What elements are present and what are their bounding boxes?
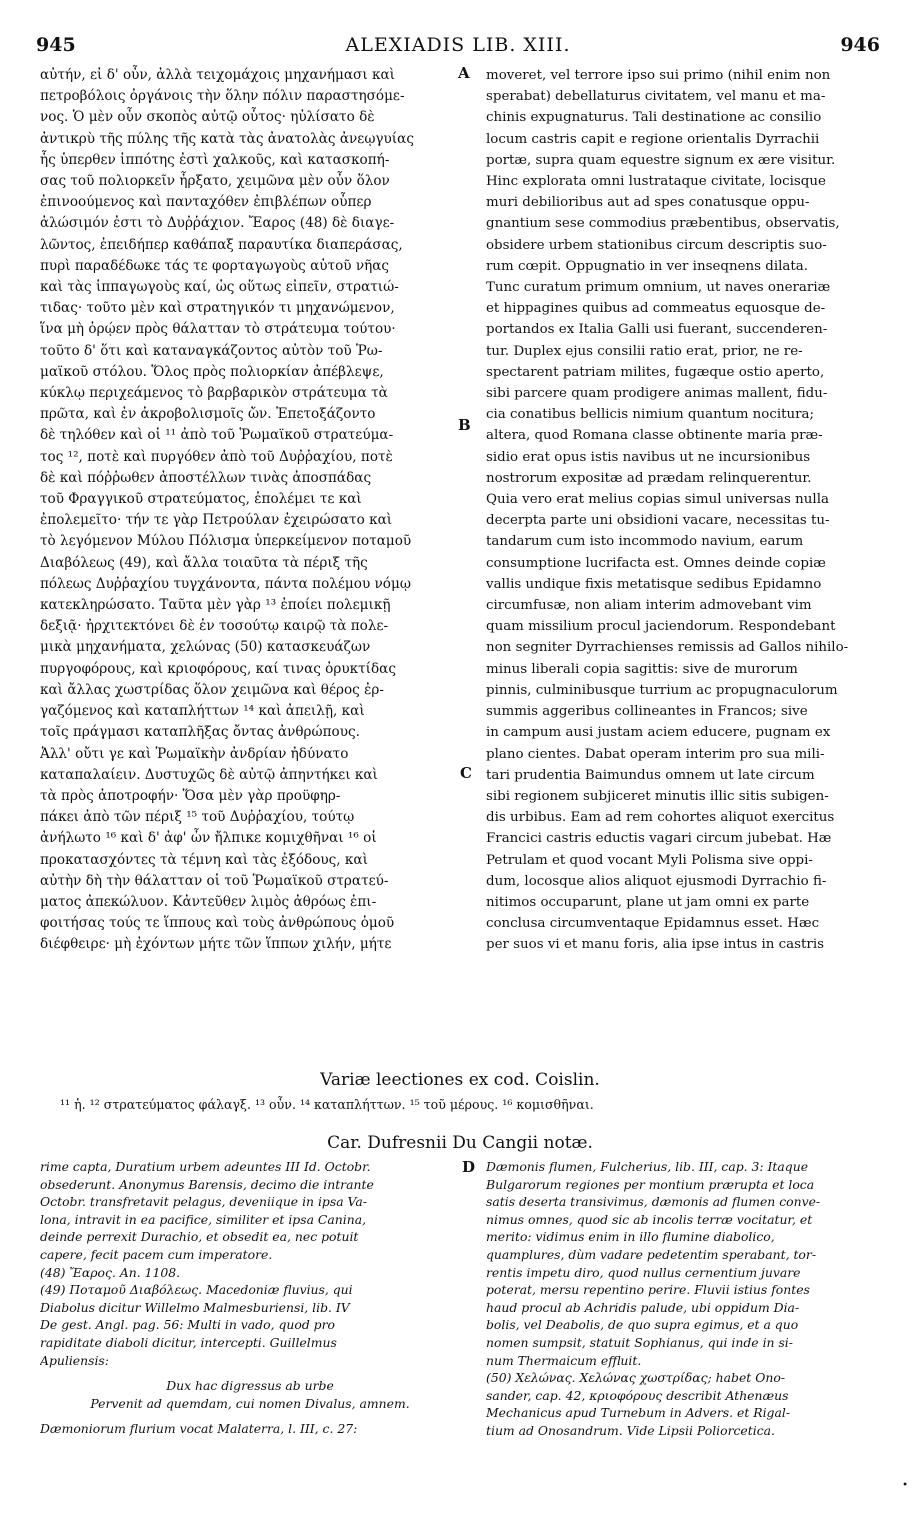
latin-text-line: sibi regionem subjiceret minutis illic sitis subigen- — [486, 788, 829, 804]
greek-text-line: φοιτήσας τούς τε ἵππους καὶ τοὺς ἀνθρώπους ὁμοῦ — [40, 915, 395, 932]
latin-text-line: summis aggeribus collineantes in Francos; sive — [486, 704, 808, 720]
greek-text-line: ἀνήλωτο ¹⁶ καὶ δ' ἀφ' ὧν ἤλπικε κομιχθῆναι ¹⁶ οἱ — [40, 830, 377, 847]
greek-text-line: ἐπινοούμενος καὶ πανταχόθεν ἐπιβλέπων οὗπερ — [40, 194, 372, 211]
latin-text-line: nitimos occuparunt, plane ut jam omni ex parte — [486, 894, 810, 910]
note-line: Dæmonis flumen, Fulcherius, lib. III, cap. 3: Itaque — [486, 1159, 809, 1174]
variae-readings: ¹¹ ἡ. ¹² στρατεύματος φάλαγξ. ¹³ οὖν. ¹⁴ καταπλήττων. ¹⁵ τοῦ μέρους. ¹⁶ κομισθῆναι. — [60, 1097, 594, 1112]
section-marker-d: D — [462, 1158, 476, 1176]
latin-text-line: gnantium sese commodius præbentibus, observatis, — [486, 216, 840, 232]
latin-text-column — [486, 65, 878, 1085]
latin-text-line: non segniter Dyrrachienses remissis ad Gallos nihilo- — [486, 640, 849, 656]
greek-text-line: τος ¹², ποτὲ καὶ πυργόθεν ἀπὸ τοῦ Δυῤῥαχίου, ποτὲ — [40, 448, 393, 465]
latin-text-line: decerpta parte uni obsidioni vacare, necessitas tu- — [486, 513, 830, 529]
note-line: capere, fecit pacem cum imperatore. — [40, 1246, 273, 1262]
notes-left-last-line: Dæmoniorum flurium vocat Malaterra, l. III, c. 27: — [40, 1421, 358, 1437]
latin-text-line: et hippagines quibus ad commeatus equosque de- — [486, 301, 826, 317]
note-line: Diabolus dicitur Willelmo Malmesburiensi, lib. IV — [40, 1299, 350, 1315]
note-line: satis deserta transivimus, dæmonis ad flumen conve- — [486, 1194, 821, 1210]
latin-text-line: tandarum cum isto incommodo navium, earum — [486, 534, 804, 550]
greek-text-line: ἀντικρὺ τῆς πύλης τῆς κατὰ τὰς ἀνατολὰς ἀνεῳγυίας — [40, 130, 414, 147]
greek-text-line: τὸ λεγόμενον Μύλου Πόλισμα ὑπερκείμενον ποταμοῦ — [40, 533, 412, 550]
greek-text-line: πόλεως Δυῤῥαχίου τυγχάνοντα, πάντα πολέμου νόμῳ — [40, 575, 411, 592]
note-line: Bulgarorum regiones per montium prærupta et loca — [486, 1176, 815, 1192]
page-number-left: 945 — [36, 34, 76, 56]
note-line: lona, intravit in ea pacifice, similiter et ipsa Canina, — [40, 1211, 367, 1227]
note-line: haud procul ab Achridis palude, ubi oppidum Dia- — [486, 1299, 800, 1315]
greek-text-line: γαζόμενος καὶ καταπλήττων ¹⁴ καὶ ἀπειλῇ, καὶ — [40, 703, 365, 720]
greek-text-line: πρῶτα, καὶ ἐν ἀκροβολισμοῖς ὤν. Ἐπετοξάζοντο — [40, 406, 376, 423]
latin-text-line: moveret, vel terrore ipso sui primo (nihil enim non — [486, 68, 831, 83]
latin-text-line: Hinc explorata omni lustrataque civitate, locisque — [486, 174, 826, 190]
running-title: ALEXIADIS LIB. XIII. — [345, 34, 571, 56]
greek-text-line: ματος ἀπεκώλυον. Κἀντεῦθεν λιμὸς ἀθρόως ἐπι- — [40, 893, 377, 910]
greek-text-line: πυρὶ παραδέδωκε τάς τε φορταγωγοὺς αὐτοῦ νῆας — [40, 257, 390, 274]
greek-text-line: καὶ τὰς ἱππαγωγοὺς καί, ὡς οὕτως εἰπεῖν, στρατιώ- — [40, 279, 399, 296]
greek-text-line: πυργοφόρους, καὶ κριοφόρους, καί τινας ὀρυκτίδας — [40, 660, 396, 677]
greek-text-line: αὐτήν, εἰ δ' οὖν, ἀλλὰ τειχομάχοις μηχανήμασι καὶ — [40, 67, 395, 83]
latin-text-line: minus liberali copia sagittis: sive de murorum — [486, 661, 798, 677]
note-line: Apuliensis: — [40, 1352, 109, 1368]
latin-text-line: Tunc curatum primum omnium, ut naves onerariæ — [486, 280, 831, 296]
page-mark: • — [902, 1480, 908, 1491]
latin-text-line: circumfusæ, non aliam interim admovebant vim — [486, 598, 812, 614]
latin-text-line: portæ, supra quam equestre signum ex ære visitur. — [486, 152, 836, 168]
greek-text-line: ἁλώσιμόν ἐστι τὸ Δυῤῥάχιον. Ἔαρος (48) δὲ διαγε- — [40, 215, 395, 232]
note-line: sander, cap. 42, κριοφόρους describit Athenæus — [486, 1387, 789, 1403]
greek-text-line: πετροβόλοις ὀργάνοις τὴν ὅλην πόλιν παραστησόμε- — [40, 88, 405, 105]
greek-text-line: τιδας· τοῦτο μὲν καὶ στρατηγικόν τι μηχανώμενον, — [40, 300, 395, 317]
notes-heading: Car. Dufresnii Du Cangii notæ. — [327, 1133, 593, 1153]
latin-text-line: cia conatibus bellicis nimium quantum nocitura; — [486, 407, 815, 423]
greek-text-line: μικὰ μηχανήματα, χελώνας (50) κατασκευάζων — [40, 639, 371, 656]
greek-text-line: τοῦ Φραγγικοῦ στρατεύματος, ἐπολέμει τε καὶ — [40, 491, 362, 508]
note-line: Mechanicus apud Turnebum in Advers. et Rigal- — [486, 1405, 791, 1421]
latin-text-line: Quia vero erat melius copias simul universas nulla — [486, 492, 829, 508]
latin-text-line: conclusa circumventaque Epidamnus esset. Hæc — [486, 916, 820, 932]
greek-text-line: κύκλῳ περιχεάμενος τὸ βαρβαρικὸν στράτευμα τὰ — [40, 385, 388, 402]
greek-text-line: τὰ πρὸς ἀποτροφήν· Ὅσα μὲν γὰρ προϋφηρ- — [40, 787, 341, 804]
verse-line-2: Pervenit ad quemdam, cui nomen Divalus, amnem. — [90, 1395, 410, 1411]
note-line: obsederunt. Anonymus Barensis, decimo die intrante — [40, 1176, 374, 1192]
note-line: (48) Ἔαρος. An. 1108. — [40, 1264, 181, 1280]
greek-text-line: Ἀλλ' οὔτι γε καὶ Ῥωμαϊκὴν ἀνδρίαν ἠδύνατο — [40, 745, 349, 762]
greek-text-line: λῶντος, ἐπειδήπερ καθάπαξ παραυτίκα διαπεράσας, — [40, 236, 403, 253]
section-marker-a: A — [458, 64, 470, 82]
greek-text-line: δὲ τηλόθεν καὶ οἱ ¹¹ ἀπὸ τοῦ Ῥωμαϊκοῦ στρατεύμα- — [40, 427, 394, 444]
latin-text-line: vallis undique fixis metatisque sedibus Epidamno — [486, 576, 822, 592]
greek-text-line: ἵνα μὴ ὁρῴεν πρὸς θάλατταν τὸ στράτευμα τούτου· — [40, 321, 396, 338]
latin-text-line: muri debilioribus aut ad spes conatusque oppu- — [486, 195, 810, 211]
latin-text-line: quam missilium procul jaciendorum. Respondebant — [486, 619, 836, 635]
page-number-right: 946 — [840, 34, 880, 56]
latin-text-line: per suos vi et manu foris, alia ipse intus in castris — [486, 937, 824, 953]
note-line: (50) Χελώνας. Χελώνας χωστρίδας; habet Ono- — [486, 1370, 786, 1386]
notes-right-column — [486, 1158, 882, 1458]
note-line: (49) Ποταμοῦ Διαβόλεως. Macedoniæ fluvius, qui — [40, 1282, 353, 1298]
latin-text-line: altera, quod Romana classe obtinente maria præ- — [486, 428, 823, 444]
note-line: tium ad Onosandrum. Vide Lipsii Poliorcetica. — [486, 1422, 775, 1438]
latin-text-line: pinnis, culminibusque turrium ac propugnaculorum — [486, 682, 838, 698]
latin-text-line: tari prudentia Baimundus omnem ut late circum — [486, 767, 815, 783]
notes-left-column — [40, 1158, 460, 1498]
greek-text-line: μαϊκοῦ στόλου. Ὅλος πρὸς πολιορκίαν ἀπέβλεψε, — [40, 363, 384, 380]
note-line: nimus omnes, quod sic ab incolis terræ vocitatur, et — [486, 1211, 813, 1227]
latin-text-line: dis urbibus. Eam ad rem cohortes aliquot exercitus — [486, 810, 835, 826]
greek-text-line: προκατασχόντες τὰ τέμνη καὶ τὰς ἐξόδους, καὶ — [40, 851, 368, 868]
note-line: Octobr. transfretavit pelagus, deveniique in ipsa Va- — [40, 1194, 367, 1210]
latin-text-line: sibi parcere quam prodigere animas mallent, fidu- — [486, 386, 828, 402]
greek-text-line: καταπαλαίειν. Δυστυχῶς δὲ αὐτῷ ἀπηντήκει καὶ — [40, 766, 378, 783]
note-line: rapiditate diaboli dicitur, intercepti. Guillelmus — [40, 1334, 337, 1350]
latin-text-line: nostrorum expositæ ad prædam relinquerentur. — [486, 470, 812, 486]
note-line: nomen sumpsit, statuit Sophianus, qui inde in si- — [486, 1334, 793, 1350]
latin-text-line: dum, locosque alios aliquot ejusmodi Dyrrachio fi- — [486, 873, 827, 889]
latin-text-line: spectarent patriam milites, fugæque ostio aperto, — [486, 364, 825, 380]
note-line: bolis, vel Deabolis, de quo supra egimus, et a quo — [486, 1317, 799, 1333]
note-line: rentis impetu diro, quod nullus cernentium juvare — [486, 1264, 801, 1280]
latin-text-line: consumptione lucrifacta est. Omnes deinde copiæ — [486, 555, 826, 571]
note-line: poterat, mersu repentino perire. Fluvii istius fontes — [486, 1282, 810, 1298]
note-line: De gest. Angl. pag. 56: Multi in vado, quod pro — [40, 1317, 335, 1333]
greek-text-line: Διαβόλεως (49), καὶ ἄλλα τοιαῦτα τὰ πέριξ τῆς — [40, 554, 368, 571]
latin-text-line: rum cœpit. Oppugnatio in ver inseqnens dilata. — [486, 258, 809, 274]
latin-text-line: portandos ex Italia Galli usi fuerant, succenderen- — [486, 322, 828, 338]
greek-text-column — [40, 65, 458, 1085]
greek-text-line: ἐπολεμεῖτο· τήν τε γὰρ Πετρούλαν ἐχειρώσατο καὶ — [40, 512, 393, 529]
latin-text-line: chinis expugnaturus. Tali destinatione ac consilio — [486, 110, 822, 126]
note-line: rime capta, Duratium urbem adeuntes III Id. Octobr. — [40, 1159, 371, 1174]
variae-heading: Variæ leectiones ex cod. Coislin. — [320, 1070, 600, 1090]
greek-text-line: τοῖς πράγμασι καταπλῆξας ὄντας ἀνθρώπους. — [40, 724, 360, 741]
greek-text-line: τοῦτο δ' ὅτι καὶ καταναγκάζοντος αὐτὸν τοῦ Ῥω- — [40, 342, 383, 359]
greek-text-line: πάκει ἀπὸ τῶν πέριξ ¹⁵ τοῦ Δυῤῥαχίου, τούτῳ — [40, 809, 355, 826]
greek-text-line: διέφθειρε· μὴ ἐχόντων μήτε τῶν ἵππων χιλήν, μήτε — [40, 936, 392, 953]
section-marker-b: B — [458, 416, 471, 434]
greek-text-line: κατεκληρώσατο. Ταῦτα μὲν γὰρ ¹³ ἐποίει πολεμικῇ — [40, 597, 391, 614]
greek-text-line: σας τοῦ πολιορκεῖν ἦρξατο, χειμῶνα μὲν οὖν ὅλον — [40, 173, 390, 190]
note-line: merito: vidimus enim in illo flumine diabolico, — [486, 1229, 775, 1245]
latin-text-line: sidio erat opus istis navibus ut ne incursionibus — [486, 449, 811, 465]
note-line: quamplures, dùm vadare pedetentim sperabant, tor- — [486, 1246, 817, 1262]
note-line: num Thermaicum effluit. — [486, 1352, 642, 1368]
greek-text-line: αὐτὴν δὴ τὴν θάλατταν οἱ τοῦ Ῥωμαϊκοῦ στρατεύ- — [40, 872, 389, 889]
greek-text-line: δεξιᾷ· ἠρχιτεκτόνει δὲ ἐν τοσούτῳ καιρῷ τὰ πολε- — [40, 618, 389, 635]
greek-text-line: καὶ ἄλλας χωστρίδας ὅλον χειμῶνα καὶ θέρος ἐρ- — [40, 681, 384, 698]
latin-text-line: Francici castris eductis vagari circum jubebat. Hæ — [486, 831, 832, 847]
greek-text-line: δὲ καὶ πόῤῥωθεν ἀποστέλλων τινὰς ἀποσπάδας — [40, 469, 372, 486]
greek-text-line: ἧς ὑπερθεν ἱππότης ἐστὶ χαλκοῦς, καὶ κατασκοπή- — [40, 151, 390, 168]
greek-text-line: νος. Ὁ μὲν οὖν σκοπὸς αὐτῷ οὗτος· ηὐλίσατο δὲ — [40, 109, 375, 126]
note-line: deinde perrexit Durachio, et obsedit ea, nec potuit — [40, 1229, 359, 1245]
latin-text-line: tur. Duplex ejus consilii ratio erat, prior, ne re- — [486, 343, 803, 359]
latin-text-line: locum castris capit e regione orientalis Dyrrachii — [486, 131, 820, 147]
latin-text-line: plano cientes. Dabat operam interim pro sua mili- — [486, 746, 825, 762]
verse-line-1: Dux hac digressus ab urbe — [166, 1378, 334, 1394]
latin-text-line: sperabat) debellaturus civitatem, vel manu et ma- — [486, 89, 826, 105]
latin-text-line: in campum ausi justam aciem educere, pugnam ex — [486, 725, 831, 741]
latin-text-line: Petrulam et quod vocant Myli Polisma sive oppi- — [486, 852, 813, 868]
latin-text-line: obsidere urbem stationibus circum descriptis suo- — [486, 237, 827, 253]
section-marker-c: C — [460, 764, 472, 782]
page-header — [36, 34, 880, 64]
